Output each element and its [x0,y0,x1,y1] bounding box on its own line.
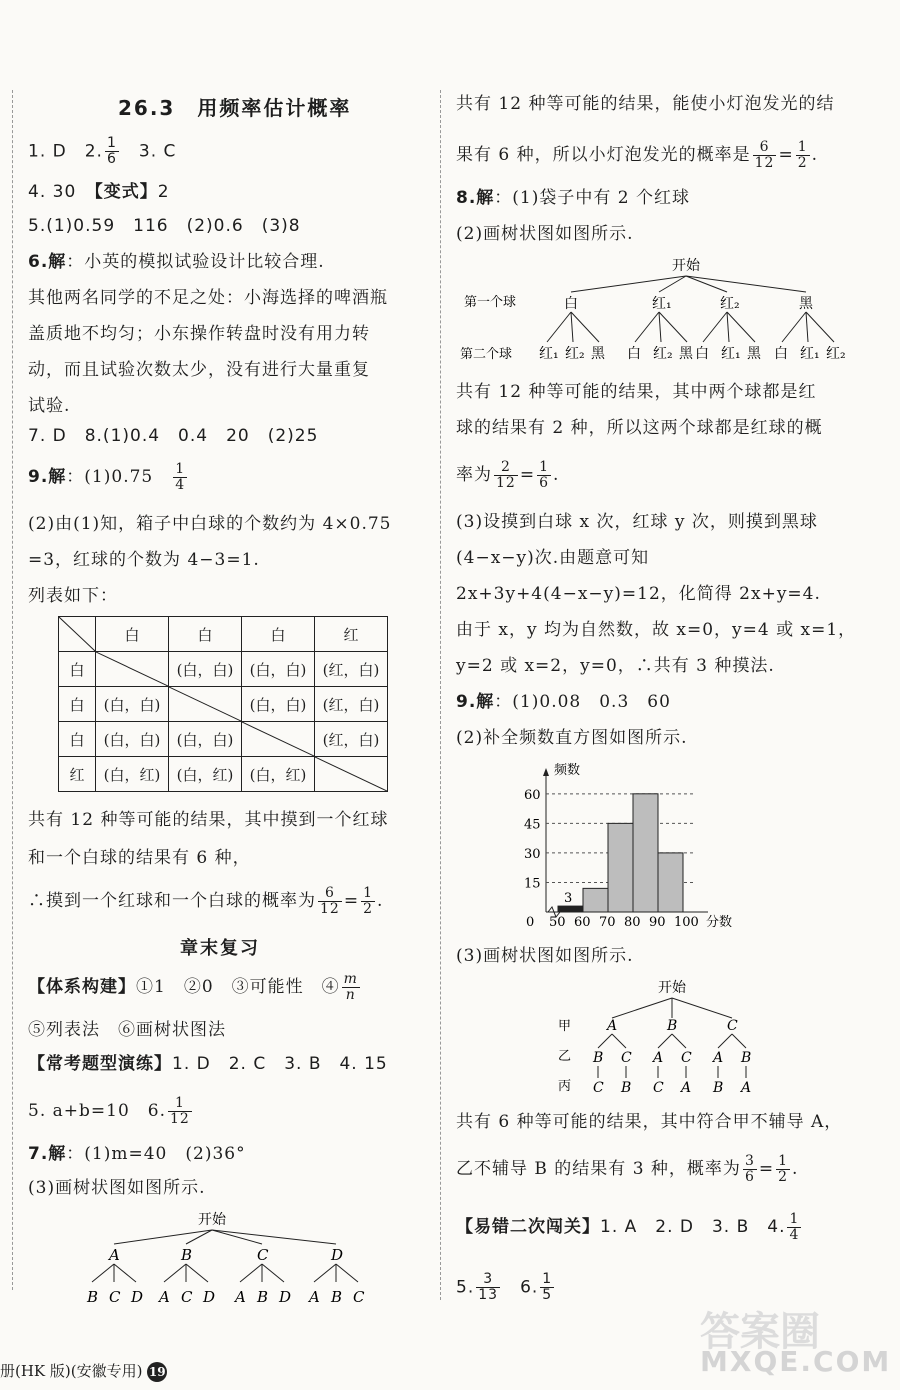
tree3-leaf: C [593,1080,604,1096]
histogram-xtick: 70 [599,915,616,930]
table-header-cell: 白 [242,617,315,652]
answer-8-line10: y=2 或 x=2，y=0，∴共有 3 种摸法. [456,656,775,676]
table-row-header: 白 [59,722,96,757]
answer-8-line7: (4−x−y)次.由题意可知 [456,548,650,568]
table-cell: (红，白) [315,687,388,722]
tixi-line: 【体系构建】①1 ②0 ③可能性 ④ $\frac{m}{n}$ [28,971,358,1003]
histogram-origin: 0 [526,915,535,930]
tree3-branch [598,1034,612,1048]
tree3-branch [732,1034,746,1048]
yicuo-line2: 5. $\frac{3}{13}$ 6. $\frac{1}{5}$ [456,1271,553,1303]
tree2-branch [659,276,686,292]
table-cell: (白，白) [96,722,169,757]
answer-9-right: 9.解：(1)0.08 0.3 60 [456,692,671,712]
tree3-level2-node: C [621,1050,632,1066]
histogram-bar [658,853,683,912]
answer-6-line2: 其他两名同学的不足之处：小海选择的啤酒瓶 [28,288,388,308]
tree3-level2-node: A [713,1050,724,1066]
tree1-leaf: D [131,1288,144,1306]
table-row [59,687,388,722]
tree2-branch [659,312,687,342]
tree1-node: C [257,1246,269,1264]
tree2-leaf: 红₁ [721,346,741,362]
column-divider-middle [440,90,441,1300]
tree1-root: 开始 [198,1212,226,1228]
tree3-leaf: B [713,1080,724,1096]
histogram-ytick: 15 [524,876,541,892]
column-divider-left [12,90,13,1290]
tree1-leaf: A [159,1288,170,1306]
table-header-cell: 红 [315,617,388,652]
tree-diagram-balls [456,252,876,372]
tree3-leaf: C [653,1080,664,1096]
tree2-branch [571,276,686,292]
page-number-badge: 19 [147,1362,167,1382]
table-conclusion-3: ∴摸到一个红球和一个白球的概率为 $\frac{6}{12}$ = $\frac{1}{2}$ . [28,885,384,917]
tree2-node: 黑 [799,296,813,312]
table-diagonal-cell [169,687,242,722]
tree1-node: A [109,1246,120,1264]
answer-8-line6: (3)设摸到白球 x 次，红球 y 次，则摸到黑球 [456,512,818,532]
tree2-leaf: 红₂ [565,346,585,362]
footer-text: 册(HK 版)(安徽专用) [0,1362,143,1380]
tree3-branch [658,1034,672,1048]
tree1-branch [164,1264,186,1282]
tree2-branch [782,312,806,342]
tree3-branch [612,1034,626,1048]
tree1-node: B [181,1246,193,1264]
section-title: 26.3 用频率估计概率 [118,96,352,120]
table-row-header: 白 [59,652,96,687]
tree1-branch [114,1264,136,1282]
tree2-root: 开始 [672,258,700,274]
tree3-branch [672,998,732,1018]
tree2-branch [659,312,661,342]
table-row [59,757,388,792]
histogram-ylabel: 频数 [554,763,581,778]
tree1-branch [186,1264,208,1282]
tree3-label-jia: 甲 [558,1019,572,1034]
answer-7b-line2: (3)画树状图如图所示. [28,1178,206,1198]
tree1-leaf: C [181,1288,193,1306]
histogram-annotation: 3 [564,891,573,907]
answer-9-line2: (2)由(1)知，箱子中白球的个数约为 4×0.75 [28,514,392,534]
histogram-xlabel: 分数 [706,915,733,930]
answers-1-3: 1. D 2. $\frac{1}{6}$ 3. C [28,135,177,167]
table-cell: (白，红) [96,757,169,792]
table-cell: (红，白) [315,722,388,757]
answer-6-line4: 动，而且试验次数太少，没有进行大量重复 [28,360,370,380]
answer-6-line3: 盖质地不均匀；小东操作转盘时没有用力转 [28,324,370,344]
tree1-leaf: B [87,1288,99,1306]
tree2-branch [806,312,834,342]
tree1-branch [314,1264,336,1282]
changkao-line: 【常考题型演练】1. D 2. C 3. B 4. 15 [28,1054,388,1074]
corner-diagonal [59,617,95,651]
histogram-bar [608,823,633,912]
tree2-branch [571,312,599,342]
answer-8-line2: (2)画树状图如图所示. [456,224,634,244]
tixi-line2: ⑤列表法 ⑥画树状图法 [28,1020,226,1040]
histogram-ytick: 45 [524,817,541,833]
tree1-leaf: A [235,1288,246,1306]
table-conclusion-2: 和一个白球的结果有 6 种， [28,848,251,868]
tree3-branch [718,1034,732,1048]
table-cell: (白，红) [169,757,242,792]
tree2-leaf: 红₁ [539,346,559,362]
tree3-label-bing: 丙 [558,1079,572,1094]
answers-5-6: 5. a+b=10 6. $\frac{1}{12}$ [28,1095,190,1127]
tree2-leaf: 红₂ [653,346,673,362]
tree3-level2-node: B [741,1050,752,1066]
tree2-leaf: 白 [774,346,788,362]
watermark-url: MXQE.COM [700,1345,892,1378]
tree1-leaf: C [353,1288,365,1306]
review-title: 章末复习 [180,938,260,959]
answer-7b: 7.解：(1)m=40 (2)36° [28,1144,246,1164]
table-cell: (白，红) [242,757,315,792]
tree2-leaf: 红₂ [826,346,846,362]
tree2-node: 红₂ [720,296,740,312]
answer-8-line5: 率为 $\frac{2}{12}$ = $\frac{1}{6}$ . [456,459,560,491]
tree2-branch [547,312,571,342]
table-diagonal-cell [96,652,169,687]
table-corner-cell [59,617,96,652]
histogram-ytick: 30 [524,846,541,862]
tree2-branch [806,312,808,342]
histogram-bar [633,794,658,912]
tree3-level2-node: A [653,1050,664,1066]
tree2-branch [727,312,755,342]
tree2-branch [635,312,659,342]
table-row [59,617,388,652]
table-cell: (白，白) [242,652,315,687]
answer-9-right-line5: 乙不辅导 B 的结果有 3 种，概率为 $\frac{3}{6}$ = $\frac{1}{2}$ . [456,1153,799,1185]
tree1-branch [212,1230,262,1244]
answer-4: 4. 30 【变式】2 [28,182,170,202]
tree2-leaf: 黑 [747,346,761,362]
histogram-xtick: 60 [574,915,591,930]
tree1-branch [92,1264,114,1282]
right-intro-1: 共有 12 种等可能的结果，能使小灯泡发光的结 [456,94,835,114]
table-cell: (白，白) [169,722,242,757]
tree2-branch [686,276,806,292]
histogram-bar [558,906,583,912]
tree1-branch [240,1264,262,1282]
answer-9-right-line4: 共有 6 种等可能的结果，其中符合甲不辅导 A， [456,1112,843,1132]
answer-8-line4: 球的结果有 2 种，所以这两个球都是红球的概 [456,418,823,438]
answer-8-line9: 由于 x，y 均为自然数，故 x=0，y=4 或 x=1， [456,620,857,640]
y-axis-arrow [543,768,549,776]
tree2-leaf: 白 [695,346,709,362]
answer-6-line5: 试验. [28,396,71,416]
table-diagonal-cell [242,722,315,757]
tree1-branch [212,1230,336,1244]
histogram-xtick: 90 [649,915,666,930]
tree2-node: 白 [564,296,578,312]
table-conclusion-1: 共有 12 种等可能的结果，其中摸到一个红球 [28,810,389,830]
answer-9-right-line3: (3)画树状图如图所示. [456,946,634,966]
table-cell: (白，白) [96,687,169,722]
frequency-histogram [520,758,750,938]
tree3-level2-node: B [593,1050,604,1066]
answer-5: 5.(1)0.59 116 (2)0.6 (3)8 [28,216,301,236]
tree2-branch [727,312,729,342]
table-diagonal-cell [315,757,388,792]
table-cell: (白，白) [242,687,315,722]
table-cell: (红，白) [315,652,388,687]
tree2-leaf: 白 [627,346,641,362]
table-cell: (白，白) [169,652,242,687]
answer-9: 9.解：(1)0.75 $\frac{1}{4}$ [28,461,186,493]
page-footer [0,1360,167,1382]
tree1-leaf: C [109,1288,121,1306]
tree1-branch [114,1230,212,1244]
tree2-leaf: 黑 [679,346,693,362]
tree3-label-yi: 乙 [558,1049,572,1064]
answer-9-right-line2: (2)补全频数直方图如图所示. [456,728,688,748]
tree3-level2-node: C [681,1050,692,1066]
answer-9-line3: =3，红球的个数为 4−3=1. [28,550,260,570]
yicuo-line: 【易错二次闯关】1. A 2. D 3. B 4. $\frac{1}{4}$ [456,1211,800,1243]
tree2-branch [571,312,573,342]
tree3-root: 开始 [658,980,686,996]
table-row-header: 白 [59,687,96,722]
tree3-branch [612,998,672,1018]
table-row [59,652,388,687]
tree2-branch [703,312,727,342]
tree2-node: 红₁ [652,296,672,312]
answer-8-line8: 2x+3y+4(4−x−y)=12，化简得 2x+y=4. [456,584,821,604]
answer-9-line4: 列表如下： [28,586,118,606]
histogram-xtick: 50 [549,915,566,930]
table-row [59,722,388,757]
tree3-leaf: A [681,1080,692,1096]
histogram-xtick: 80 [624,915,641,930]
histogram-ytick: 60 [524,787,541,803]
tree3-node: A [607,1018,618,1034]
watermark-logo: 答案圈 [700,1309,820,1355]
tree3-leaf: B [621,1080,632,1096]
answers-7-8: 7. D 8.(1)0.4 0.4 20 (2)25 [28,426,319,446]
tree1-leaf: B [257,1288,269,1306]
histogram-xtick: 100 [674,915,699,930]
tree3-leaf: A [741,1080,752,1096]
tree3-node: C [727,1018,738,1034]
tree-diagram-abc [550,974,780,1098]
tree-diagram-abcd [60,1206,430,1316]
right-intro-2: 果有 6 种，所以小灯泡发光的概率是 $\frac{6}{12}$ = $\frac{1}{2}$ . [456,139,819,171]
table-header-cell: 白 [96,617,169,652]
answer-8-line3: 共有 12 种等可能的结果，其中两个球都是红 [456,382,817,402]
tree2-leaf: 红₁ [800,346,820,362]
histogram-bar [583,888,608,912]
tree1-leaf: D [203,1288,216,1306]
tree3-branch [672,1034,686,1048]
tree3-node: B [667,1018,678,1034]
table-row-header: 红 [59,757,96,792]
tree1-leaf: A [309,1288,320,1306]
answer-6: 6.解：小英的模拟试验设计比较合理. [28,252,325,272]
tree1-branch [336,1264,358,1282]
tree1-leaf: D [279,1288,292,1306]
table-header-cell: 白 [169,617,242,652]
answer-8: 8.解：(1)袋子中有 2 个红球 [456,188,691,208]
tree2-row1-label: 第一个球 [464,295,517,310]
tree1-branch [262,1264,284,1282]
outcome-table [58,616,388,792]
tree1-leaf: B [331,1288,343,1306]
tree2-row2-label: 第二个球 [460,347,513,362]
tree1-node: D [331,1246,344,1264]
tree2-leaf: 黑 [591,346,605,362]
